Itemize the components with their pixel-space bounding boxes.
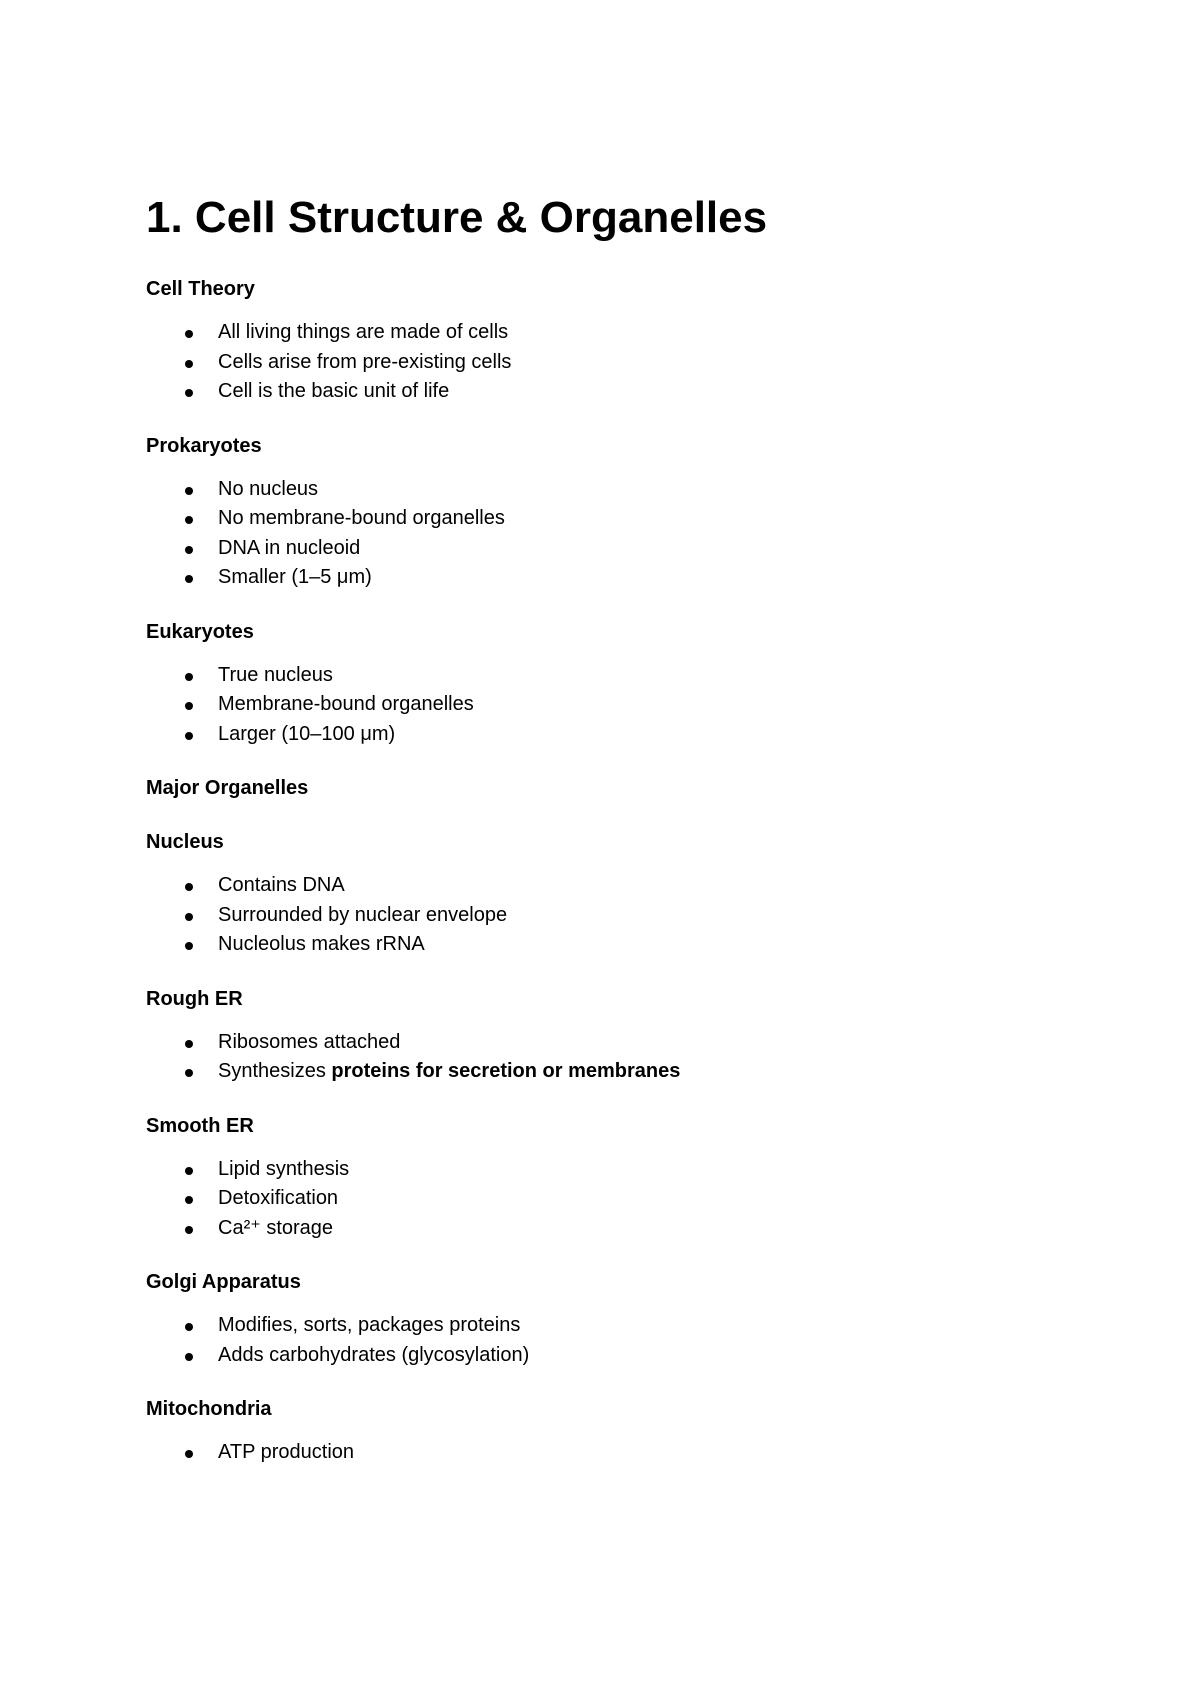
list-item: Smaller (1–5 μm) <box>146 563 1106 593</box>
list-item: Synthesizes proteins for secretion or membranes <box>146 1057 1106 1087</box>
emphasis-text: proteins for secretion or membranes <box>331 1060 681 1082</box>
list-item: Larger (10–100 μm) <box>146 720 1106 750</box>
bullet-icon <box>185 673 193 681</box>
section-golgi-apparatus <box>146 1267 1106 1370</box>
bullet-icon <box>185 702 193 710</box>
list-item: Adds carbohydrates (glycosylation) <box>146 1341 1106 1371</box>
bullet-icon <box>185 487 193 495</box>
section-cell-theory <box>146 274 1106 407</box>
bullet-list <box>146 871 1106 960</box>
section-nucleus <box>146 827 1106 960</box>
bullet-icon <box>185 942 193 950</box>
list-item: No nucleus <box>146 475 1106 505</box>
bullet-icon <box>185 516 193 524</box>
list-item: Nucleolus makes rRNA <box>146 930 1106 960</box>
list-item: Surrounded by nuclear envelope <box>146 901 1106 931</box>
bullet-icon <box>185 575 193 583</box>
bullet-icon <box>185 1226 193 1234</box>
list-item: Cells arise from pre-existing cells <box>146 348 1106 378</box>
bullet-icon <box>185 1450 193 1458</box>
list-item: Modifies, sorts, packages proteins <box>146 1311 1106 1341</box>
bullet-list <box>146 475 1106 593</box>
list-item: Ca²⁺ storage <box>146 1214 1106 1244</box>
section-rough-er <box>146 984 1106 1087</box>
bullet-list <box>146 1155 1106 1244</box>
list-item: Cell is the basic unit of life <box>146 377 1106 407</box>
section-heading: Smooth ER <box>146 1114 254 1137</box>
list-item: No membrane-bound organelles <box>146 504 1106 534</box>
list-item: Detoxification <box>146 1184 1106 1214</box>
bullet-icon <box>185 1069 193 1077</box>
bullet-icon <box>185 883 193 891</box>
list-item: All living things are made of cells <box>146 318 1106 348</box>
section-heading: Rough ER <box>146 987 243 1010</box>
section-heading: Mitochondria <box>146 1398 272 1420</box>
section-mitochondria <box>146 1394 1106 1468</box>
page-title: 1. Cell Structure & Organelles <box>146 193 768 242</box>
section-heading: Major Organelles <box>146 777 309 799</box>
list-item: Contains DNA <box>146 871 1106 901</box>
section-major-organelles <box>146 773 1106 803</box>
section-heading: Golgi Apparatus <box>146 1271 301 1293</box>
bullet-icon <box>185 1323 193 1331</box>
list-item: DNA in nucleoid <box>146 534 1106 564</box>
bullet-list <box>146 1438 1106 1468</box>
bullet-icon <box>185 732 193 740</box>
section-eukaryotes <box>146 617 1106 750</box>
section-smooth-er <box>146 1111 1106 1244</box>
bullet-list <box>146 1028 1106 1087</box>
bullet-icon <box>185 1353 193 1361</box>
section-heading: Cell Theory <box>146 278 255 300</box>
bullet-icon <box>185 330 193 338</box>
document-page <box>146 190 1106 1468</box>
section-heading: Eukaryotes <box>146 620 254 643</box>
bullet-icon <box>185 360 193 368</box>
list-item: True nucleus <box>146 661 1106 691</box>
bullet-icon <box>185 1167 193 1175</box>
section-prokaryotes <box>146 431 1106 593</box>
list-item: ATP production <box>146 1438 1106 1468</box>
list-item: Ribosomes attached <box>146 1028 1106 1058</box>
bullet-icon <box>185 913 193 921</box>
list-item: Lipid synthesis <box>146 1155 1106 1185</box>
bullet-icon <box>185 546 193 554</box>
list-item: Membrane-bound organelles <box>146 690 1106 720</box>
section-heading: Nucleus <box>146 831 224 853</box>
bullet-icon <box>185 1040 193 1048</box>
bullet-list <box>146 318 1106 407</box>
bullet-list <box>146 661 1106 750</box>
bullet-list <box>146 1311 1106 1370</box>
bullet-icon <box>185 389 193 397</box>
section-heading: Prokaryotes <box>146 434 262 457</box>
bullet-icon <box>185 1196 193 1204</box>
